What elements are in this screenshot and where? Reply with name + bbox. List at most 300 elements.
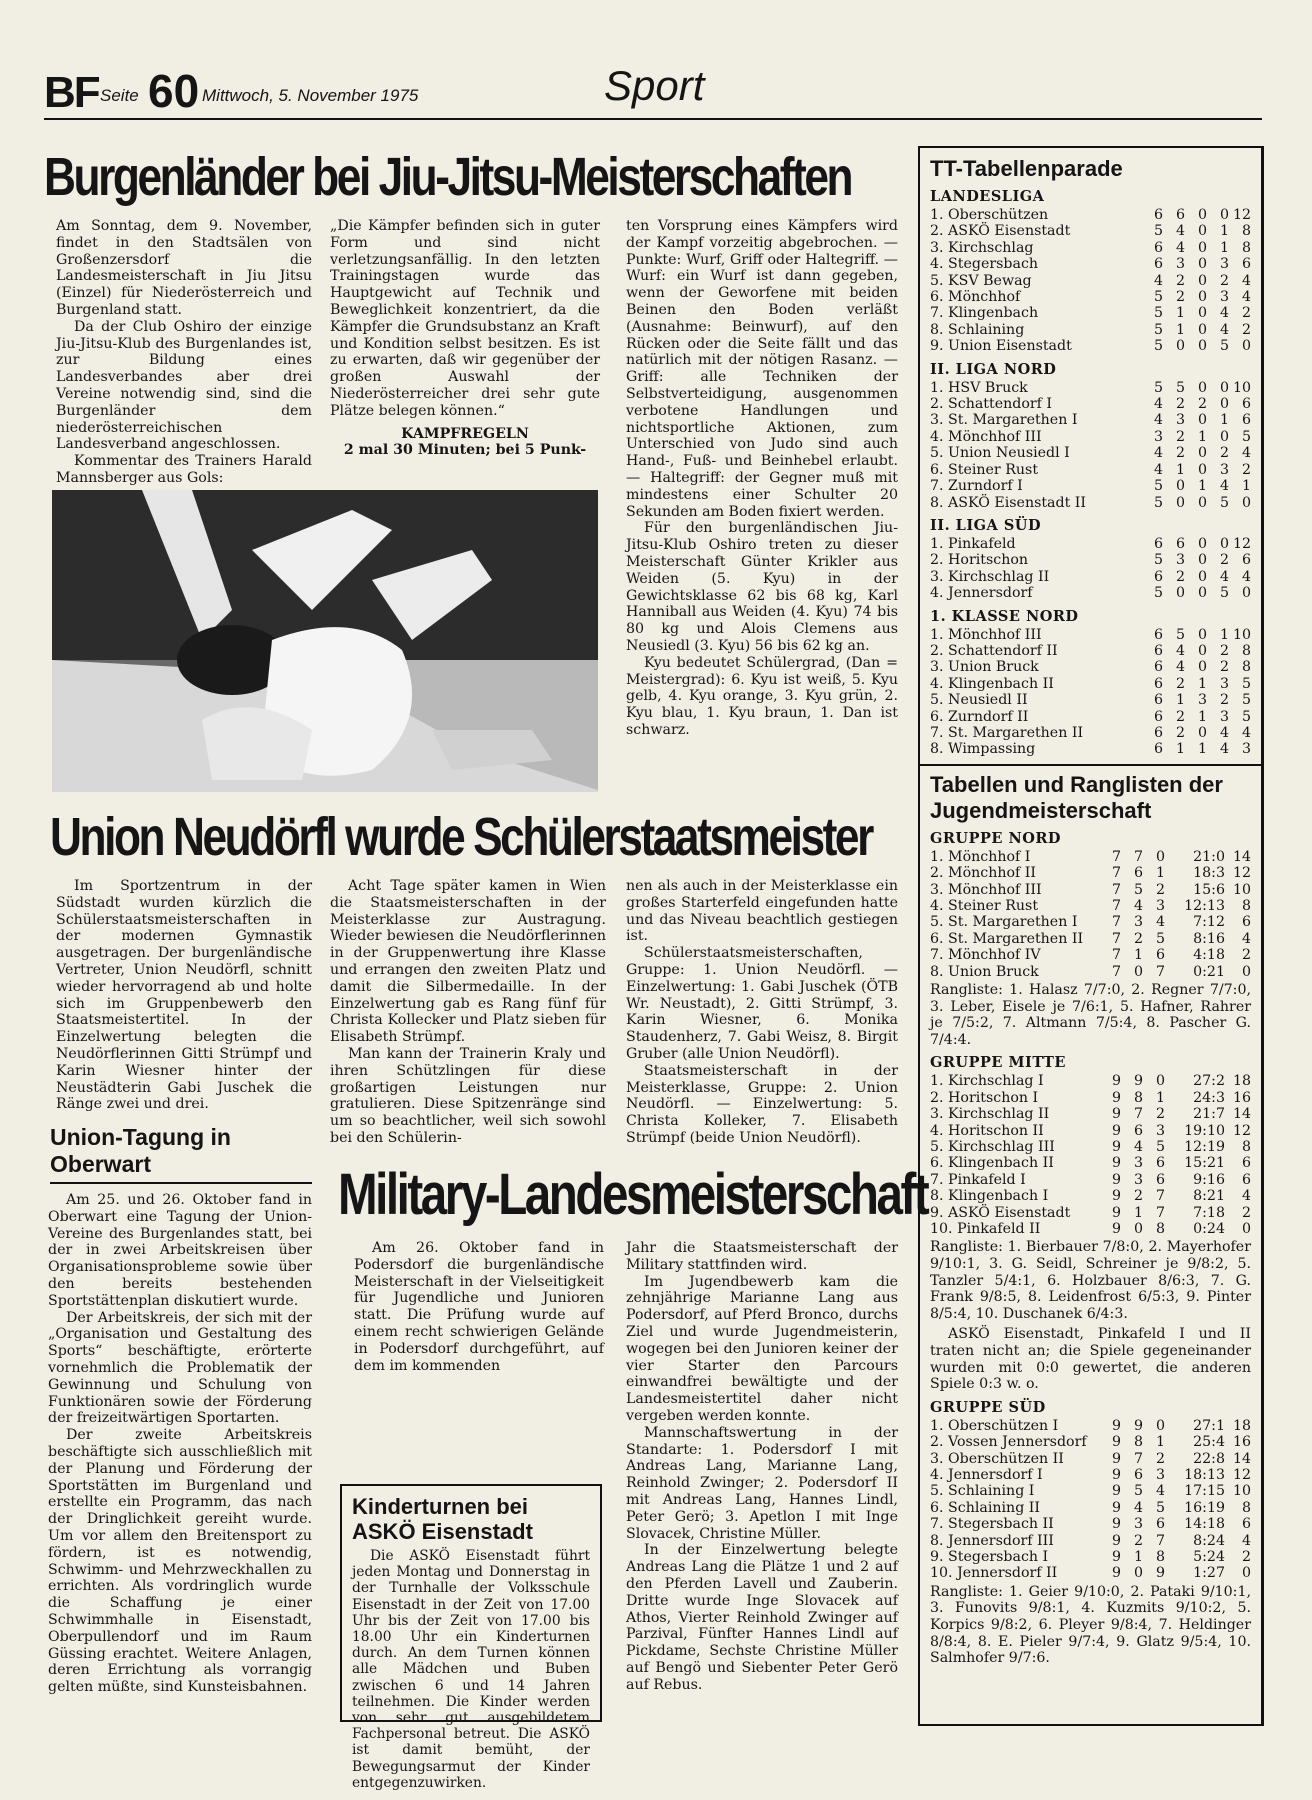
stat-cell: 6 bbox=[1155, 1516, 1165, 1533]
stat-cell: 3 bbox=[1155, 898, 1165, 914]
stat-cell: 2 bbox=[1219, 552, 1229, 569]
stat-cell: 0 bbox=[1155, 1073, 1165, 1090]
stat-cell: 18:3 bbox=[1193, 865, 1225, 882]
league-table bbox=[930, 207, 1251, 355]
stat-cell: 4 bbox=[1175, 239, 1185, 256]
neudoerfl-col1 bbox=[56, 878, 312, 1113]
stat-cell: 9 bbox=[1133, 1417, 1143, 1434]
team-name: 8. ASKÖ Eisenstadt II bbox=[930, 494, 1087, 511]
paragraph: Mannschaftswertung in der Standarte: 1. Podersdorf I mit Andreas Lang, Marianne Lang, Reinhold Zwinger; 2. Podersdorf II mit Andreas Lang, Hannes Lindl, Peter Gerö; 3. Apetlon I mit Inge Slovacek, Christine Müller. bbox=[626, 1424, 898, 1542]
paragraph: Im Sportzentrum in der Südstadt wurden kürzlich die Schülerstaatsmeisterschaften in der modernen Gymnastik ausgetragen. Der burgenländische Vertreter, Union Neudörfl, schnitt wieder hervorragend ab und holte sich im Gruppenbewerb den Staatsmeistertitel. In der Einzelwertung belegten die Neudörflerinnen Gitti Strümpf und Karin Wiesner hinter der Neustädterin Gabi Juschek die Ränge zwei und drei. bbox=[56, 878, 312, 1113]
stat-cell: 14 bbox=[1232, 1450, 1251, 1467]
stat-cell: 1 bbox=[1197, 675, 1207, 692]
stat-cell: 3 bbox=[1155, 1122, 1165, 1139]
stat-cell: 2 bbox=[1241, 305, 1251, 322]
table-row bbox=[930, 741, 1251, 757]
stat-cell: 1 bbox=[1175, 321, 1185, 338]
stat-cell: 3 bbox=[1133, 1155, 1143, 1172]
stat-cell: 18 bbox=[1232, 1417, 1251, 1434]
league-name: 1. KLASSE NORD bbox=[930, 607, 1079, 625]
stat-cell: 4 bbox=[1219, 724, 1229, 741]
table-row bbox=[930, 322, 1251, 338]
stat-cell: 0 bbox=[1241, 338, 1251, 355]
table-row bbox=[930, 931, 1251, 947]
paragraph: Im Jugendbewerb kam die zehnjährige Marianne Lang aus Podersdorf, auf Pferd Bronco, durchs Ziel und wurde Jugendmeisterin, wogegen bei den Junioren keiner der vier Starter den Parcours einwandfrei bewältigte und der Landesmeistertitel daher nicht vergeben werden konnte. bbox=[626, 1273, 898, 1424]
stat-cell: 0 bbox=[1241, 585, 1251, 602]
group-name: GRUPPE NORD bbox=[930, 829, 1061, 847]
rangliste: Rangliste: 1. Bierbauer 7/8:0, 2. Mayerhofer 9/10:1, 3. G. Seidl, Schreiner je 9/8:2, 5. Tanzler 5/4:1, 6. Holzbauer 8/6:3, 7. G. Frank 9/8:5, 8. Leidenfrost 6/5:3, 9. Pinter 8/5:4, 10. Duschanek 6/4:3. bbox=[930, 1239, 1251, 1322]
table-row bbox=[930, 495, 1251, 511]
stat-cell: 8 bbox=[1241, 642, 1251, 659]
stat-cell: 21:0 bbox=[1193, 848, 1225, 865]
team-name: 6. Klingenbach II bbox=[930, 1155, 1054, 1172]
table-row bbox=[930, 1090, 1251, 1106]
team-name: 6. Mönchhof bbox=[930, 289, 1021, 306]
stat-cell: 3 bbox=[1133, 1516, 1143, 1533]
stat-cell: 0 bbox=[1197, 724, 1207, 741]
stat-cell: 7:12 bbox=[1193, 914, 1225, 931]
stat-cell: 0 bbox=[1219, 535, 1229, 552]
stat-cell: 8 bbox=[1241, 239, 1251, 256]
kinderturnen-body bbox=[352, 1548, 590, 1791]
stat-cell: 9 bbox=[1111, 1188, 1121, 1205]
stat-cell: 9 bbox=[1155, 1565, 1165, 1582]
team-name: 3. St. Margarethen I bbox=[930, 412, 1078, 429]
stat-cell: 1 bbox=[1175, 305, 1185, 322]
table-row bbox=[930, 552, 1251, 568]
stat-cell: 0 bbox=[1197, 223, 1207, 240]
stat-cell: 1 bbox=[1133, 1204, 1143, 1221]
stat-cell: 8 bbox=[1241, 1499, 1251, 1516]
stat-cell: 9 bbox=[1111, 1122, 1121, 1139]
table-row bbox=[930, 305, 1251, 321]
stat-cell: 8 bbox=[1133, 1434, 1143, 1451]
stat-cell: 1 bbox=[1197, 741, 1207, 758]
stat-cell: 9 bbox=[1111, 1155, 1121, 1172]
stat-cell: 3 bbox=[1219, 675, 1229, 692]
table-row bbox=[930, 289, 1251, 305]
stat-cell: 1 bbox=[1155, 865, 1165, 882]
team-name: 1. Kirchschlag I bbox=[930, 1073, 1044, 1090]
team-name: 4. Klingenbach II bbox=[930, 675, 1054, 692]
table-row bbox=[930, 1483, 1251, 1499]
stat-cell: 5 bbox=[1175, 626, 1185, 643]
stat-cell: 12 bbox=[1232, 865, 1251, 882]
paragraph: Man kann der Trainerin Kraly und ihren Schützlingen für diese großartigen Leistungen nur gratulieren. Diese Spitzenränge sind um so beachtlicher, weil sich sowohl bei den Schülerin- bbox=[330, 1045, 606, 1146]
team-name: 4. Steiner Rust bbox=[930, 898, 1039, 914]
stat-cell: 6 bbox=[1175, 207, 1185, 223]
stat-cell: 0 bbox=[1197, 379, 1207, 396]
stat-cell: 8 bbox=[1241, 223, 1251, 240]
stat-cell: 15:6 bbox=[1193, 881, 1225, 898]
team-name: 5. Union Neusiedl I bbox=[930, 445, 1070, 462]
stat-cell: 6 bbox=[1241, 412, 1251, 429]
paragraph: Die ASKÖ Eisenstadt führt jeden Montag und Donnerstag in der Turnhalle der Volksschule Eisenstadt in der Zeit von 17.00 Uhr bis der Zeit von 17.00 bis 18.00 Uhr ein Kinderturnen durch. An dem Turnen können alle Mädchen und Buben zwischen 6 und 14 Jahren teilnehmen. Die Kinder werden von sehr gut ausgebildetem Fachpersonal betreut. Die ASKÖ ist damit bemüht, der Bewegungsarmut der Kinder entgegenzuwirken. bbox=[352, 1548, 590, 1791]
team-name: 1. Oberschützen bbox=[930, 207, 1049, 223]
stat-cell: 2 bbox=[1155, 881, 1165, 898]
team-name: 3. Mönchhof III bbox=[930, 881, 1042, 898]
table-row bbox=[930, 1418, 1251, 1434]
tagung-headline: Union-Tagung in Oberwart bbox=[50, 1124, 231, 1177]
stat-cell: 1 bbox=[1197, 478, 1207, 495]
stat-cell: 0 bbox=[1197, 585, 1207, 602]
league-table bbox=[930, 627, 1251, 758]
stat-cell: 4 bbox=[1133, 1139, 1143, 1156]
table-row bbox=[930, 898, 1251, 914]
subhead: KAMPFREGELN bbox=[401, 425, 529, 442]
table-row bbox=[930, 643, 1251, 659]
stat-cell: 2 bbox=[1175, 272, 1185, 289]
group-note: ASKÖ Eisenstadt, Pinkafeld I und II traten nicht an; die Spiele gegeneinander wurden mit 0:0 gewertet, die anderen Spiele 0:3 w. o. bbox=[930, 1326, 1251, 1393]
stat-cell: 0 bbox=[1197, 642, 1207, 659]
stat-cell: 10 bbox=[1232, 626, 1251, 643]
team-name: 10. Pinkafeld II bbox=[930, 1221, 1041, 1238]
stat-cell: 8:16 bbox=[1193, 930, 1225, 947]
stat-cell: 4:18 bbox=[1193, 947, 1225, 964]
jiujitsu-photo bbox=[52, 490, 598, 792]
team-name: 8. Klingenbach I bbox=[930, 1188, 1049, 1205]
table-row bbox=[930, 462, 1251, 478]
kinderturnen-box bbox=[340, 1484, 602, 1791]
stat-cell: 0:21 bbox=[1193, 963, 1225, 980]
stat-cell: 0 bbox=[1197, 321, 1207, 338]
stat-cell: 12 bbox=[1232, 207, 1251, 223]
stat-cell: 9 bbox=[1111, 1450, 1121, 1467]
stat-cell: 0 bbox=[1241, 1221, 1251, 1238]
league-table bbox=[930, 536, 1251, 602]
paragraph: ten Vorsprung eines Kämpfers wird der Kampf vorzeitig abgebrochen. — Punkte: Wurf, Griff oder Haltegriff. — Wurf: ein Wurf ist dann gegeben, wenn der Geworfene mit beiden Beinen den Boden verläßt (Ausnahme: Beinwurf), auf den Rücken oder die Seite fällt und das natürlich mit der nötigen Rasanz. — Griff: alle Techniken der Selbstverteidigung, ausgenommen verbotene Handlungen und nichtsportliche Aktionen, zum Unterschied von Judo sind auch Hand-, Fuß- und Beinhebel erlaubt. — Haltegriff: der Gegner muß mit mindestens einer Schulter 20 Sekunden am Boden fixiert werden. bbox=[626, 218, 898, 520]
jiujitsu-col2 bbox=[330, 218, 600, 459]
stat-cell: 2 bbox=[1241, 1549, 1251, 1566]
stat-cell: 0 bbox=[1155, 1417, 1165, 1434]
stat-cell: 7 bbox=[1155, 1532, 1165, 1549]
table-row bbox=[930, 1516, 1251, 1532]
stat-cell: 0 bbox=[1197, 568, 1207, 585]
stat-cell: 10 bbox=[1232, 881, 1251, 898]
team-name: 1. HSV Bruck bbox=[930, 379, 1028, 396]
stat-cell: 7 bbox=[1155, 1188, 1165, 1205]
table-row bbox=[930, 964, 1251, 980]
stat-cell: 7 bbox=[1111, 848, 1121, 865]
photo-artwork bbox=[52, 490, 598, 792]
stat-cell: 16:19 bbox=[1184, 1499, 1225, 1516]
stat-cell: 0 bbox=[1219, 396, 1229, 413]
stat-cell: 1 bbox=[1219, 626, 1229, 643]
stat-cell: 6 bbox=[1153, 535, 1163, 552]
stat-cell: 0 bbox=[1197, 552, 1207, 569]
table-row bbox=[930, 1500, 1251, 1516]
stat-cell: 5 bbox=[1133, 1483, 1143, 1500]
stat-cell: 0 bbox=[1197, 461, 1207, 478]
table-row bbox=[930, 1467, 1251, 1483]
tt-leagues bbox=[930, 188, 1251, 758]
team-name: 1. Mönchhof I bbox=[930, 848, 1031, 865]
stat-cell: 14 bbox=[1232, 1106, 1251, 1123]
stat-cell: 0 bbox=[1197, 239, 1207, 256]
stat-cell: 0 bbox=[1219, 207, 1229, 223]
stat-cell: 9 bbox=[1111, 1171, 1121, 1188]
team-name: 8. Wimpassing bbox=[930, 741, 1036, 758]
team-name: 7. Klingenbach bbox=[930, 305, 1039, 322]
stat-cell: 15:21 bbox=[1184, 1155, 1225, 1172]
paragraph: Am Sonntag, dem 9. November, findet in den Stadtsälen von Großenzersdorf die Landesmeisterschaft in Jiu Jitsu (Einzel) für Niederösterreich und Burgenland statt. bbox=[56, 218, 312, 318]
stat-cell: 3 bbox=[1133, 914, 1143, 931]
table-row bbox=[930, 585, 1251, 601]
stat-cell: 0 bbox=[1155, 848, 1165, 865]
table-row bbox=[930, 273, 1251, 289]
team-name: 8. Jennersdorf III bbox=[930, 1532, 1054, 1549]
stat-cell: 9 bbox=[1111, 1532, 1121, 1549]
newspaper-logo: BF bbox=[44, 68, 99, 117]
stat-cell: 1 bbox=[1175, 692, 1185, 709]
league-name: II. LIGA NORD bbox=[930, 360, 1057, 378]
stat-cell: 12 bbox=[1232, 1122, 1251, 1139]
sidebar-tables bbox=[918, 146, 1264, 1726]
table-row bbox=[930, 429, 1251, 445]
stat-cell: 27:1 bbox=[1193, 1417, 1225, 1434]
stat-cell: 6 bbox=[1153, 692, 1163, 709]
stat-cell: 2 bbox=[1219, 659, 1229, 676]
team-name: 5. KSV Bewag bbox=[930, 272, 1032, 289]
table-row bbox=[930, 445, 1251, 461]
team-name: 1. Mönchhof III bbox=[930, 626, 1042, 643]
paragraph: Der zweite Arbeitskreis beschäftigte sich ausschließlich mit der Planung und Förderung der Sportstätten im Burgenland und erstellte ein Programm, das nach der Dringlichkeit gereiht wurde. Um vor allem den Breitensport zu fördern, ist es notwendig, Schwimm- und Mehrzweckhallen zu errichten. Als vordringlich wurde die Schaffung je einer Schwimmhalle in Eisenstadt, Oberpullendorf und im Raum Güssing erachtet. Weitere Anlagen, deren Errichtung als vorrangig gelten müßte, sind Kunsteisbahnen. bbox=[48, 1427, 312, 1696]
stat-cell: 3 bbox=[1175, 552, 1185, 569]
stat-cell: 6 bbox=[1153, 708, 1163, 725]
stat-cell: 7 bbox=[1111, 947, 1121, 964]
stat-cell: 5 bbox=[1219, 338, 1229, 355]
rangliste: Rangliste: 1. Geier 9/10:0, 2. Pataki 9/10:1, 3. Funovits 9/8:1, 4. Kuzmits 9/10:2, 5. Korpics 9/8:2, 6. Pleyer 9/8:4, 7. Heldinger 8/8:4, 8. E. Pieler 9/7:4, 9. Glatz 9/5:4, 10. Salmhofer 9/7:6. bbox=[930, 1583, 1251, 1667]
table-row bbox=[930, 1155, 1251, 1171]
stat-cell: 7 bbox=[1111, 898, 1121, 914]
team-name: 9. Union Eisenstadt bbox=[930, 338, 1072, 355]
stat-cell: 5 bbox=[1153, 379, 1163, 396]
stat-cell: 0 bbox=[1241, 1565, 1251, 1582]
stat-cell: 7 bbox=[1133, 1450, 1143, 1467]
table-row bbox=[930, 1123, 1251, 1139]
stat-cell: 6 bbox=[1133, 1122, 1143, 1139]
table-row bbox=[930, 882, 1251, 898]
stat-cell: 6 bbox=[1133, 1467, 1143, 1484]
stat-cell: 12 bbox=[1232, 1467, 1251, 1484]
stat-cell: 16 bbox=[1232, 1434, 1251, 1451]
stat-cell: 1 bbox=[1155, 1434, 1165, 1451]
stat-cell: 5 bbox=[1219, 585, 1229, 602]
stat-cell: 2 bbox=[1175, 568, 1185, 585]
team-name: 10. Jennersdorf II bbox=[930, 1565, 1058, 1582]
stat-cell: 8:21 bbox=[1193, 1188, 1225, 1205]
stat-cell: 0 bbox=[1175, 478, 1185, 495]
stat-cell: 3 bbox=[1133, 1171, 1143, 1188]
masthead bbox=[44, 58, 1262, 120]
paragraph: „Die Kämpfer befinden sich in guter Form und sind nicht verletzungsanfällig. In den letzten Trainingstagen wurde das Hauptgewicht auf Technik und Beweglichkeit konzentriert, da die Kämpfer die Grundsubstanz an Kraft und Kondition selbst besitzen. Es ist zu erwarten, daß wir gegenüber der großen Auswahl der Niederösterreicher drei sehr gute Plätze belegen können.“ bbox=[330, 218, 600, 419]
stat-cell: 5 bbox=[1155, 1139, 1165, 1156]
table-row bbox=[930, 207, 1251, 223]
stat-cell: 0 bbox=[1133, 1221, 1143, 1238]
table-row bbox=[930, 1221, 1251, 1237]
stat-cell: 2 bbox=[1155, 1106, 1165, 1123]
stat-cell: 5 bbox=[1153, 494, 1163, 511]
table-row bbox=[930, 256, 1251, 272]
league-table bbox=[930, 380, 1251, 511]
stat-cell: 5 bbox=[1153, 305, 1163, 322]
stat-cell: 5 bbox=[1155, 1499, 1165, 1516]
table-row bbox=[930, 709, 1251, 725]
stat-cell: 3 bbox=[1219, 708, 1229, 725]
paragraph: 2 mal 30 Minuten; bei 5 Punk- bbox=[343, 442, 587, 459]
stat-cell: 0 bbox=[1175, 494, 1185, 511]
stat-cell: 2 bbox=[1175, 675, 1185, 692]
table-row bbox=[930, 849, 1251, 865]
team-name: 1. Oberschützen I bbox=[930, 1417, 1059, 1434]
stat-cell: 1 bbox=[1133, 947, 1143, 964]
stat-cell: 8 bbox=[1155, 1221, 1165, 1238]
paragraph: Kommentar des Trainers Harald Mannsberger aus Gols: bbox=[56, 453, 312, 486]
stat-cell: 2 bbox=[1175, 445, 1185, 462]
team-name: 3. Kirchschlag bbox=[930, 239, 1034, 256]
rangliste: Rangliste: 1. Halasz 7/7:0, 2. Regner 7/7:0, 3. Leber, Eisele je 7/6:1, 5. Hafner, Rahrer je 7/5:2, 7. Altmann 7/5:4, 8. Pascher G. 7/4:4. bbox=[930, 982, 1251, 1048]
jm-title: Tabellen und Ranglisten der Jugendmeisterschaft bbox=[930, 771, 1223, 823]
paragraph: Schülerstaatsmeisterschaften, Gruppe: 1. Union Neudörfl. — Einzelwertung: 1. Gabi Juschek (ÖTB Wr. Neustadt), 2. Gitti Strümpf, 3. Karin Wiesner, 6. Monika Staudenherz, 7. Gabi Weisz, 8. Birgit Gruber (alle Union Neudörfl). bbox=[626, 945, 898, 1062]
team-name: 6. Steiner Rust bbox=[930, 461, 1039, 478]
stat-cell: 18 bbox=[1232, 1073, 1251, 1090]
paragraph: Der Arbeitskreis, der sich mit der „Organisation und Gestaltung des Sports“ beschäftigte, erörterte vornehmlich die Problematik der Gewinnung und Schulung von Funktionären sowie der Förderung der freizeitwärtigen Sportarten. bbox=[48, 1309, 312, 1427]
paragraph: Am 26. Oktober fand in Podersdorf die burgenländische Meisterschaft in der Vielseitigkeit für Jugendliche und Junioren statt. Die Prüfung wurde auf einem recht schwierigen Gelände in Podersdorf durchgeführt, auf dem im kommenden bbox=[354, 1240, 604, 1374]
stat-cell: 7 bbox=[1111, 930, 1121, 947]
stat-cell: 14 bbox=[1232, 848, 1251, 865]
team-name: 4. Stegersbach bbox=[930, 256, 1039, 273]
stat-cell: 4 bbox=[1153, 396, 1163, 413]
stat-cell: 6 bbox=[1153, 724, 1163, 741]
team-name: 2. Mönchhof II bbox=[930, 865, 1036, 882]
stat-cell: 5 bbox=[1133, 881, 1143, 898]
team-name: 5. Schlaining I bbox=[930, 1483, 1035, 1500]
stat-cell: 19:10 bbox=[1184, 1122, 1225, 1139]
team-name: 5. Kirchschlag III bbox=[930, 1139, 1055, 1156]
stat-cell: 4 bbox=[1241, 1188, 1251, 1205]
team-name: 8. Schlaining bbox=[930, 321, 1025, 338]
stat-cell: 9 bbox=[1111, 1516, 1121, 1533]
team-name: 1. Pinkafeld bbox=[930, 535, 1016, 552]
stat-cell: 4 bbox=[1219, 305, 1229, 322]
stat-cell: 6 bbox=[1153, 626, 1163, 643]
stat-cell: 9 bbox=[1111, 1073, 1121, 1090]
stat-cell: 6 bbox=[1153, 675, 1163, 692]
stat-cell: 4 bbox=[1241, 289, 1251, 306]
stat-cell: 3 bbox=[1219, 461, 1229, 478]
stat-cell: 0 bbox=[1197, 494, 1207, 511]
table-row bbox=[930, 947, 1251, 963]
stat-cell: 1:27 bbox=[1193, 1565, 1225, 1582]
stat-cell: 6 bbox=[1241, 396, 1251, 413]
stat-cell: 0 bbox=[1197, 289, 1207, 306]
stat-cell: 9:16 bbox=[1193, 1171, 1225, 1188]
stat-cell: 4 bbox=[1175, 659, 1185, 676]
table-row bbox=[930, 1139, 1251, 1155]
stat-cell: 2 bbox=[1175, 289, 1185, 306]
team-name: 6. St. Margarethen II bbox=[930, 930, 1084, 947]
stat-cell: 0 bbox=[1197, 272, 1207, 289]
stat-cell: 7 bbox=[1111, 963, 1121, 980]
stat-cell: 4 bbox=[1219, 321, 1229, 338]
table-row bbox=[930, 865, 1251, 881]
stat-cell: 5 bbox=[1155, 930, 1165, 947]
league-name: II. LIGA SÜD bbox=[930, 516, 1042, 534]
table-row bbox=[930, 1565, 1251, 1581]
stat-cell: 2 bbox=[1219, 445, 1229, 462]
stat-cell: 4 bbox=[1153, 272, 1163, 289]
team-name: 4. Mönchhof III bbox=[930, 428, 1042, 445]
stat-cell: 5 bbox=[1153, 585, 1163, 602]
stat-cell: 6 bbox=[1241, 1516, 1251, 1533]
stat-cell: 4 bbox=[1219, 741, 1229, 758]
stat-cell: 9 bbox=[1111, 1565, 1121, 1582]
stat-cell: 8 bbox=[1241, 659, 1251, 676]
stat-cell: 8 bbox=[1241, 1139, 1251, 1156]
team-name: 5. Neusiedl II bbox=[930, 692, 1028, 709]
stat-cell: 8 bbox=[1155, 1549, 1165, 1566]
table-row bbox=[930, 692, 1251, 708]
stat-cell: 12:13 bbox=[1184, 898, 1225, 914]
stat-cell: 6 bbox=[1153, 239, 1163, 256]
paragraph: Acht Tage später kamen in Wien die Staatsmeisterschaften in der Meisterklasse zur Austragung. Wieder bewiesen die Neudörflerinnen in der Gruppenwertung ihre Klasse und errangen den zweiten Platz und damit die Silbermedaille. In der Einzelwertung gab es Rang fünf für Christa Kollecker und Platz sieben für Elisabeth Strümpf. bbox=[330, 878, 606, 1046]
stat-cell: 3 bbox=[1153, 428, 1163, 445]
table-row bbox=[930, 914, 1251, 930]
team-name: 7. Stegersbach II bbox=[930, 1516, 1054, 1533]
stat-cell: 4 bbox=[1155, 1483, 1165, 1500]
stat-cell: 5 bbox=[1241, 428, 1251, 445]
stat-cell: 2 bbox=[1133, 930, 1143, 947]
stat-cell: 2 bbox=[1219, 642, 1229, 659]
stat-cell: 0 bbox=[1197, 445, 1207, 462]
table-row bbox=[930, 659, 1251, 675]
team-name: 3. Kirchschlag II bbox=[930, 568, 1050, 585]
stat-cell: 4 bbox=[1153, 412, 1163, 429]
table-row bbox=[930, 1188, 1251, 1204]
stat-cell: 5 bbox=[1241, 692, 1251, 709]
stat-cell: 4 bbox=[1155, 914, 1165, 931]
jiujitsu-col1 bbox=[56, 218, 312, 487]
stat-cell: 2 bbox=[1133, 1188, 1143, 1205]
stat-cell: 5 bbox=[1153, 552, 1163, 569]
tagung-header bbox=[50, 1124, 312, 1184]
stat-cell: 16 bbox=[1232, 1089, 1251, 1106]
jiujitsu-col3 bbox=[626, 218, 898, 739]
stat-cell: 2 bbox=[1175, 724, 1185, 741]
stat-cell: 2 bbox=[1133, 1532, 1143, 1549]
page-number: 60 bbox=[148, 65, 200, 117]
table-row bbox=[930, 223, 1251, 239]
stat-cell: 24:3 bbox=[1193, 1089, 1225, 1106]
group-table bbox=[930, 849, 1251, 980]
stat-cell: 0 bbox=[1197, 412, 1207, 429]
stat-cell: 6 bbox=[1153, 256, 1163, 273]
stat-cell: 4 bbox=[1175, 223, 1185, 240]
stat-cell: 9 bbox=[1111, 1434, 1121, 1451]
stat-cell: 1 bbox=[1175, 461, 1185, 478]
paragraph: Staatsmeisterschaft in der Meisterklasse, Gruppe: 2. Union Neudörfl. — Einzelwertung: 5. Christa Kolleker, 7. Elisabeth Strümpf (beide Union Neudörfl). bbox=[626, 1062, 898, 1146]
stat-cell: 6 bbox=[1153, 741, 1163, 758]
stat-cell: 0 bbox=[1133, 963, 1143, 980]
stat-cell: 1 bbox=[1133, 1549, 1143, 1566]
team-name: 6. Schlaining II bbox=[930, 1499, 1040, 1516]
table-row bbox=[930, 396, 1251, 412]
team-name: 5. St. Margarethen I bbox=[930, 914, 1078, 931]
stat-cell: 10 bbox=[1232, 1483, 1251, 1500]
stat-cell: 5 bbox=[1175, 379, 1185, 396]
military-col1 bbox=[354, 1240, 604, 1374]
stat-cell: 7 bbox=[1111, 881, 1121, 898]
